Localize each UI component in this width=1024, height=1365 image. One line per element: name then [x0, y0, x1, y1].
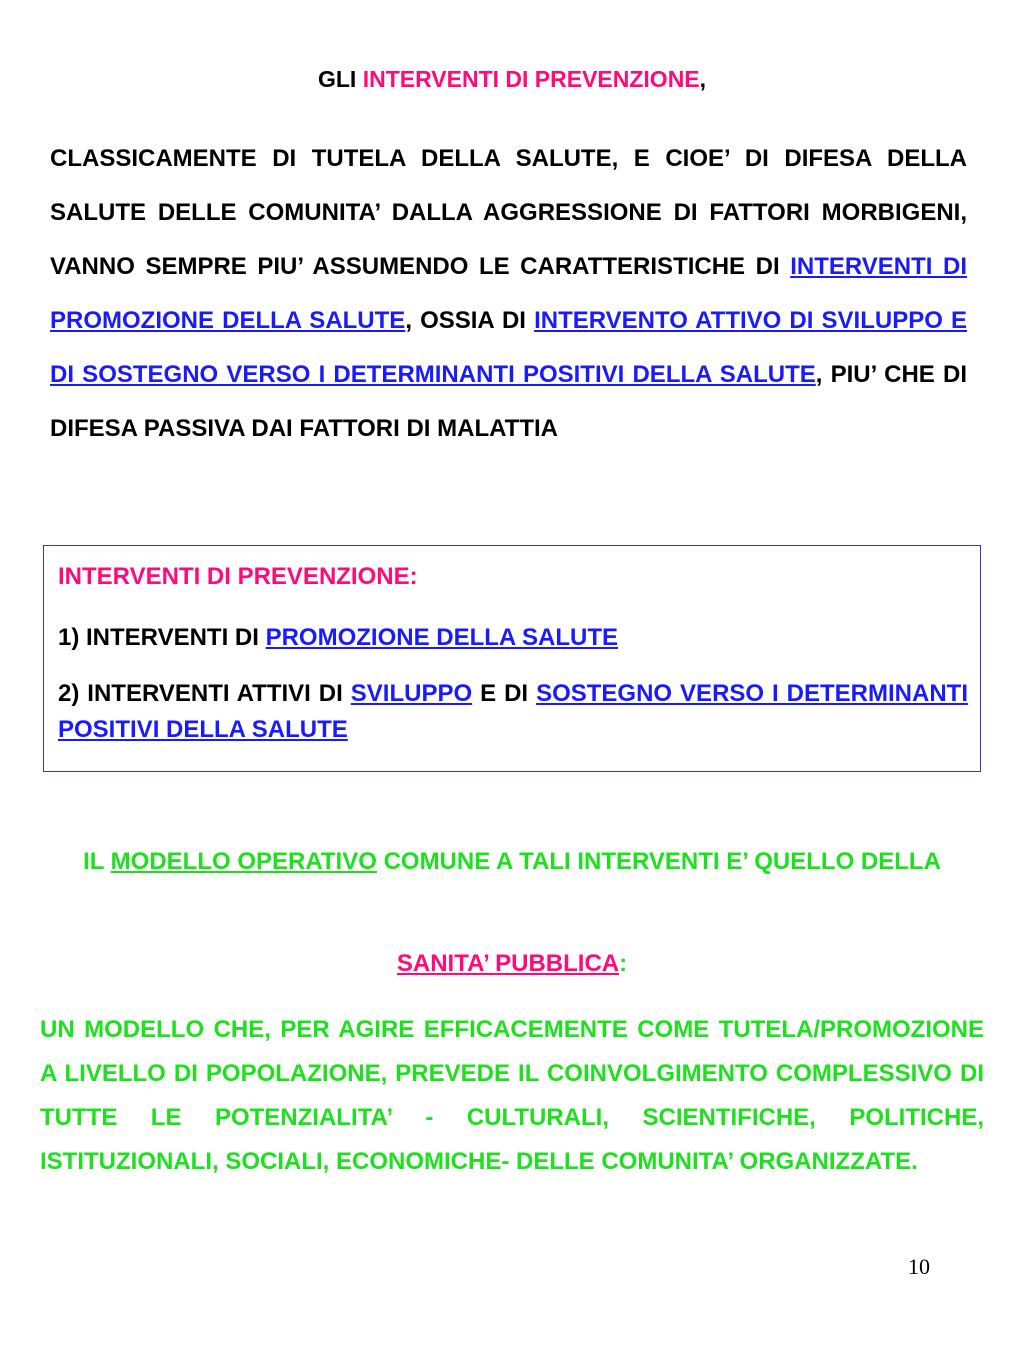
box-item-2-link-sostegno[interactable]: SOSTEGNO VERSO I DETERMINANTI POSITIVI DELLA SALUTE — [58, 680, 968, 743]
box-item-1-prefix: 1) INTERVENTI DI — [58, 624, 259, 651]
intro-text-1: CLASSICAMENTE DI TUTELA DELLA SALUTE, E CIOE’ DI DIFESA DELLA SALUTE DELLE COMUNITA’ DALLA AGGRESSIONE DI FATTORI MORBIGENI, VANNO SEMPRE PIU’ ASSUMENDO LE CARATTERISTICHE DI — [50, 145, 967, 280]
sanita-colon: : — [619, 950, 628, 977]
box-title: INTERVENTI DI PREVENZIONE: — [58, 563, 418, 590]
title-suffix: , — [699, 66, 707, 92]
page-number: 10 — [908, 1254, 930, 1279]
box-item-2-prefix: 2) INTERVENTI ATTIVI DI — [58, 680, 343, 707]
title-prefix: GLI — [317, 66, 357, 92]
box-item-1 — [58, 620, 968, 656]
intro-link-promozione[interactable]: INTERVENTI DI PROMOZIONE DELLA SALUTE — [50, 253, 967, 334]
model-suffix: COMUNE A TALI INTERVENTI E’ QUELLO DELLA — [383, 848, 941, 875]
intro-paragraph — [50, 132, 967, 456]
title-highlight: INTERVENTI DI PREVENZIONE — [362, 66, 700, 92]
box-item-2 — [58, 676, 968, 748]
sanita-label[interactable]: SANITA’ PUBBLICA — [396, 950, 620, 977]
intro-link-intervento-attivo[interactable]: INTERVENTO ATTIVO DI SVILUPPO E DI SOSTEGNO VERSO I DETERMINANTI POSITIVI DELLA SALUTE — [50, 307, 968, 388]
sanita-heading — [0, 950, 1024, 978]
page-title — [0, 66, 1024, 93]
box-item-1-link[interactable]: PROMOZIONE DELLA SALUTE — [265, 624, 619, 651]
intro-text-2: , OSSIA DI — [405, 307, 526, 334]
model-statement — [60, 840, 964, 884]
intro-text-3: , PIU’ CHE DI DIFESA PASSIVA DAI FATTORI DI MALATTIA — [50, 361, 967, 442]
conclusion-paragraph: UN MODELLO CHE, PER AGIRE EFFICACEMENTE COME TUTELA/PROMOZIONE A LIVELLO DI POPOLAZIONE, PREVEDE IL COINVOLGIMENTO COMPLESSIVO DI TUTTE LE POTENZIALITA’ - CULTURALI, SCIENTIFICHE, POLITICHE, ISTITUZIONALI, SOCIALI, ECONOMICHE- DELLE COMUNITA’ ORGANIZZATE. — [40, 1016, 984, 1175]
box-item-2-middle: E DI — [480, 680, 529, 707]
box-item-2-link-sviluppo[interactable]: SVILUPPO — [350, 680, 473, 707]
model-prefix: IL — [83, 848, 104, 875]
model-link[interactable]: MODELLO OPERATIVO — [110, 848, 377, 875]
prevention-box — [43, 545, 981, 772]
